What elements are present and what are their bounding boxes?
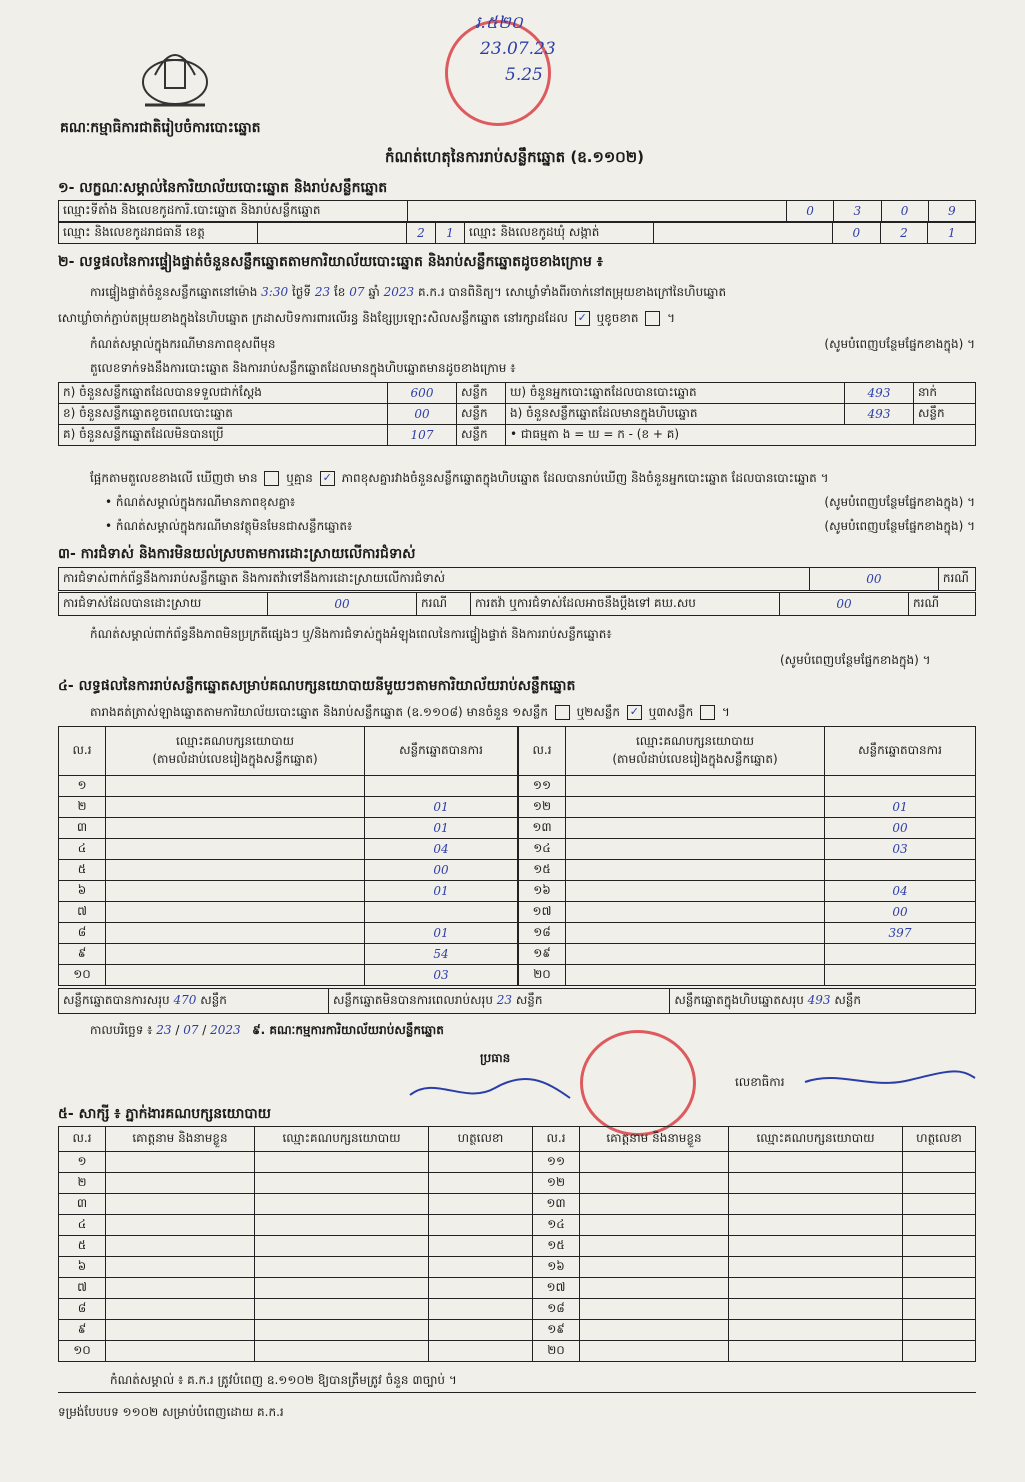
table-row [519, 860, 976, 881]
votes-cell: 00 [825, 902, 976, 923]
party-name-cell [106, 944, 365, 965]
figure-label-e: ង) ចំនួនសន្លឹកឆ្នោតដែលមានក្នុងហិបឆ្នោត [506, 404, 845, 425]
row-number: ៥ [59, 860, 106, 881]
party-name-cell [106, 965, 365, 986]
row-number: ៦ [59, 881, 106, 902]
objection-unit: ករណី [938, 568, 975, 591]
witness-name-cell [580, 1173, 729, 1194]
witness-party-cell [255, 1257, 429, 1278]
emblem-icon [135, 30, 215, 115]
witness-name-cell [580, 1236, 729, 1257]
figures-intro: តួលេខទាក់ទងនឹងការបោះឆ្នោត និងការរាប់សន្លឹកឆ្នោតដែលមានក្នុងហិបឆ្នោតមានដូចខាងក្រោម ៖ [90, 361, 516, 375]
party-name-cell [566, 881, 825, 902]
witness-sign-cell [903, 1173, 976, 1194]
row-number: ២ [59, 797, 106, 818]
footer-note: កំណត់សម្គាល់ ៖ គ.ក.រ ត្រូវបំពេញ ឧ.១១០២ ឱ្យបានត្រឹមត្រូវ ចំនួន ៣ច្បាប់ ។ [110, 1373, 457, 1387]
votes-cell: 01 [365, 818, 518, 839]
witness-row-number: ១៦ [533, 1257, 580, 1278]
province-label: ឈ្មោះ និងលេខកូដរាជធានី ខេត្ត [59, 223, 258, 244]
party-name-cell [566, 923, 825, 944]
witness-row-number: ៣ [59, 1194, 106, 1215]
witness-col-name: គោត្តនាម និងនាមខ្លួន [106, 1127, 255, 1152]
witness-sign-cell [903, 1152, 976, 1173]
witness-party-cell [729, 1341, 903, 1362]
party-name-cell [566, 965, 825, 986]
witness-party-cell [255, 1320, 429, 1341]
footer-divider [58, 1392, 976, 1393]
results-table-left [58, 726, 518, 986]
figure-value-a: 600 [388, 383, 457, 404]
table-row [59, 860, 518, 881]
secretary-signature [800, 1060, 980, 1096]
witness-sign-cell [903, 1299, 976, 1320]
party-name-cell [566, 944, 825, 965]
witness-sign-cell [903, 1215, 976, 1236]
witness-party-cell [255, 1299, 429, 1320]
table-row [59, 1299, 976, 1320]
row-number: ៩ [59, 944, 106, 965]
witness-table [58, 1126, 976, 1362]
figure-label-c: គ) ចំនួនសន្លឹកឆ្នោតដែលមិនបានប្រើ [59, 425, 388, 446]
witness-name-cell [106, 1320, 255, 1341]
section4-title: ៤- លទ្ធផលនៃការរាប់សន្លឹកឆ្នោតសម្រាប់គណបក្សនយោបាយនីមួយៗតាមការិយាល័យរាប់សន្លឹកឆ្នោត [58, 678, 576, 694]
commune-label: ឈ្មោះ និងលេខកូដឃុំ សង្កាត់ [465, 223, 654, 244]
witness-sign-cell [429, 1152, 533, 1173]
col-party: ឈ្មោះគណបក្សនយោបាយ (តាមលំដាប់លេខរៀងក្នុងសន្លឹកឆ្នោត) [106, 727, 365, 776]
verification-year: 2023 [383, 285, 415, 299]
table-row [519, 902, 976, 923]
party-name-cell [566, 776, 825, 797]
votes-cell: 00 [365, 860, 518, 881]
objection-table-row2 [58, 592, 976, 616]
witness-party-cell [729, 1173, 903, 1194]
witness-name-cell [580, 1257, 729, 1278]
total-valid: សន្លឹកឆ្នោតបានការសរុប 470 សន្លឹក [59, 989, 329, 1014]
party-name-cell [106, 839, 365, 860]
table-row [59, 797, 518, 818]
row-number: ១ [59, 776, 106, 797]
table-row [59, 818, 518, 839]
province-code-digit: 1 [436, 223, 465, 244]
figure-value-e: 493 [845, 404, 914, 425]
table-row [519, 776, 976, 797]
witness-sign-cell [429, 1320, 533, 1341]
figure-value-c: 107 [388, 425, 457, 446]
commune-code-digit: 2 [880, 223, 928, 244]
location-code-digit: 0 [787, 201, 834, 222]
witness-row-number: ៨ [59, 1299, 106, 1320]
table-row [59, 1278, 976, 1299]
witness-party-cell [255, 1173, 429, 1194]
ministry-name: គណៈកម្មាធិការជាតិរៀបចំការបោះឆ្នោត [60, 120, 261, 136]
table-row [59, 1341, 976, 1362]
figure-label-d: ឃ) ចំនួនអ្នកបោះឆ្នោតដែលបានបោះឆ្នោត [506, 383, 845, 404]
figure-label-b: ខ) ចំនួនសន្លឹកឆ្នោតខូចពេលបោះឆ្នោត [59, 404, 388, 425]
votes-cell [365, 902, 518, 923]
table-row [519, 923, 976, 944]
witness-name-cell [106, 1278, 255, 1299]
witness-sign-cell [429, 1278, 533, 1299]
witness-row-number: ២០ [533, 1341, 580, 1362]
witness-party-cell [729, 1152, 903, 1173]
row-number: ១៩ [519, 944, 566, 965]
witness-name-cell [580, 1194, 729, 1215]
witness-sign-cell [903, 1278, 976, 1299]
resolved-unit: ករណី [417, 593, 471, 616]
section1-table-row2 [58, 222, 976, 244]
row-number: ១៦ [519, 881, 566, 902]
party-name-cell [106, 881, 365, 902]
difference-note: • កំណត់សម្គាល់ក្នុងករណីមានភាពខុសគ្នា៖ (សូមបំពេញបន្ថែមផ្នែកខាងក្នុង) ។ [105, 495, 975, 509]
witness-sign-cell [429, 1341, 533, 1362]
verification-time: 3:30 [261, 285, 289, 299]
commune-code-digit: 0 [833, 223, 881, 244]
figures-table [58, 382, 976, 446]
figure-unit: នាក់ [914, 383, 976, 404]
votes-cell: 03 [825, 839, 976, 860]
table-row [59, 923, 518, 944]
witness-row-number: ៧ [59, 1278, 106, 1299]
party-name-cell [106, 818, 365, 839]
row-number: ១១ [519, 776, 566, 797]
seal-line: សោឃ្លាំចាក់ភ្ជាប់តម្រុយខាងក្នុងនៃហិបឆ្នោត ក្រដាសបិទការពារលើរន្ធ និងខ្សែប្រឡោះសិលសន្លឹកឆ្នោត នៅរក្សាដដែល ✓ ឬខូចខាត ។ [58, 311, 676, 325]
party-name-cell [106, 860, 365, 881]
total-invalid: សន្លឹកឆ្នោតមិនបានការពេលរាប់សរុប 23 សន្លឹក [328, 989, 669, 1014]
section3-title: ៣- ការជំទាស់ និងការមិនយល់ស្របតាមការដោះស្រាយលើការជំទាស់ [58, 546, 416, 562]
party-name-cell [106, 902, 365, 923]
table-row [59, 1320, 976, 1341]
objection-value: 00 [809, 568, 938, 591]
witness-party-cell [255, 1278, 429, 1299]
party-name-cell [106, 923, 365, 944]
table-row [519, 797, 976, 818]
party-name-cell [566, 860, 825, 881]
witness-row-number: ១០ [59, 1341, 106, 1362]
row-number: ៨ [59, 923, 106, 944]
appeal-value: 00 [780, 593, 909, 616]
verification-day: 23 [314, 285, 331, 299]
votes-cell: 01 [365, 797, 518, 818]
table-row [59, 1236, 976, 1257]
votes-cell: 01 [365, 923, 518, 944]
table-row [59, 776, 518, 797]
witness-party-cell [255, 1215, 429, 1236]
objection-table [58, 567, 976, 591]
row-number: ៤ [59, 839, 106, 860]
checkbox-has-difference[interactable] [264, 471, 279, 486]
diff-note-line: កំណត់សម្គាល់ក្នុងករណីមានភាពខុសពីមុន (សូមបំពេញបន្ថែមផ្នែកខាងក្នុង) ។ [90, 337, 975, 351]
location-code-digit: 9 [928, 201, 975, 222]
verification-month: 07 [349, 285, 365, 299]
witness-name-cell [580, 1341, 729, 1362]
table-row [519, 839, 976, 860]
figure-unit: សន្លឹក [457, 383, 506, 404]
table-row [519, 881, 976, 902]
section2-title: ២- លទ្ធផលនៃការផ្ទៀងផ្ទាត់ចំនួនសន្លឹកឆ្នោតតាមការិយាល័យបោះឆ្នោត និងរាប់សន្លឹកឆ្នោតដូចខាងក្រោម ៖ [58, 254, 603, 270]
witness-sign-cell [429, 1299, 533, 1320]
secretary-label: លេខាធិការ [735, 1075, 785, 1089]
witness-sign-cell [903, 1194, 976, 1215]
party-name-cell [566, 818, 825, 839]
witness-party-cell [729, 1299, 903, 1320]
witness-name-cell [106, 1341, 255, 1362]
checkbox-three-sheets[interactable] [700, 705, 715, 720]
table-row [59, 944, 518, 965]
table-row [519, 818, 976, 839]
verification-line: ការផ្ទៀងផ្ទាត់ចំនួនសន្លឹកឆ្នោតនៅម៉ោង 3:30 ថ្ងៃទី 23 ខែ 07 ឆ្នាំ 2023 គ.ក.រ បានពិនិត្យ។ សោឃ្លាំទាំងពីរចាក់នៅតម្រុយខាងក្រៅនៃហិបឆ្នោត [90, 285, 727, 299]
witness-name-cell [106, 1152, 255, 1173]
committee-stamp [580, 1030, 696, 1136]
witness-name-cell [580, 1299, 729, 1320]
table-row [59, 902, 518, 923]
witness-name-cell [106, 1194, 255, 1215]
votes-cell: 01 [365, 881, 518, 902]
witness-name-cell [106, 1236, 255, 1257]
totals-table [58, 988, 976, 1014]
votes-cell [365, 776, 518, 797]
witness-sign-cell [903, 1341, 976, 1362]
witness-row-number: ១៣ [533, 1194, 580, 1215]
section1-table [58, 200, 976, 222]
figure-unit: សន្លឹក [914, 404, 976, 425]
votes-cell: 397 [825, 923, 976, 944]
checkbox-damaged[interactable] [645, 311, 660, 326]
table-row [59, 1257, 976, 1278]
location-code-digit: 3 [834, 201, 881, 222]
section1-title: ១- លក្ខណៈសម្គាល់នៃការិយាល័យបោះឆ្នោត និងរាប់សន្លឹកឆ្នោត [58, 180, 388, 196]
row-number: ៧ [59, 902, 106, 923]
col-party: ឈ្មោះគណបក្សនយោបាយ (តាមលំដាប់លេខរៀងក្នុងសន្លឹកឆ្នោត) [566, 727, 825, 776]
witness-name-cell [106, 1173, 255, 1194]
witness-col-party: ឈ្មោះគណបក្សនយោបាយ [729, 1127, 903, 1152]
votes-cell: 04 [825, 881, 976, 902]
witness-row-number: ១ [59, 1152, 106, 1173]
results-table-right [518, 726, 976, 986]
row-number: ១០ [59, 965, 106, 986]
votes-cell [825, 944, 976, 965]
formula-note: • ជាធម្មតា ង = ឃ = ក - (ខ + គ) [506, 425, 976, 446]
row-number: ២០ [519, 965, 566, 986]
witness-sign-cell [429, 1194, 533, 1215]
chair-label: ប្រធាន [480, 1051, 511, 1065]
witness-name-cell [580, 1320, 729, 1341]
table-row [59, 1215, 976, 1236]
witness-sign-cell [429, 1215, 533, 1236]
witness-row-number: ២ [59, 1173, 106, 1194]
commune-code-digit: 1 [928, 223, 976, 244]
row-number: ១៧ [519, 902, 566, 923]
table-row [59, 881, 518, 902]
party-name-cell [566, 902, 825, 923]
table-row [59, 1152, 976, 1173]
checkbox-intact[interactable]: ✓ [575, 311, 590, 326]
row-number: ១៥ [519, 860, 566, 881]
witness-party-cell [729, 1320, 903, 1341]
votes-cell [825, 776, 976, 797]
table-row [59, 839, 518, 860]
witness-party-cell [729, 1194, 903, 1215]
witness-party-cell [255, 1341, 429, 1362]
appeal-label: ការតវ៉ា ឬការជំទាស់ដែលអាចនឹងប្តឹងទៅ គឃ.សប [471, 593, 780, 616]
col-no: ល.រ [59, 727, 106, 776]
witness-party-cell [255, 1152, 429, 1173]
province-code-digit: 2 [407, 223, 436, 244]
witness-row-number: ១៧ [533, 1278, 580, 1299]
witness-sign-cell [903, 1236, 976, 1257]
party-name-cell [106, 797, 365, 818]
witness-name-cell [580, 1215, 729, 1236]
form-title: កំណត់ហេតុនៃការរាប់សន្លឹកឆ្នោត (ឧ.១១០២) [385, 148, 645, 166]
witness-name-cell [106, 1257, 255, 1278]
witness-party-cell [729, 1278, 903, 1299]
table-row [59, 965, 518, 986]
compare-line: ផ្អែកតាមតួលេខខាងលើ ឃើញថា មាន ឬគ្មាន ✓ ភាពខុសគ្នារវាងចំនួនសន្លឹកឆ្នោតក្នុងហិបឆ្នោត ដែលបានរាប់ឃើញ និងចំនួនអ្នកបោះឆ្នោត ដែលបានបោះឆ្នោត ។ [90, 471, 829, 485]
section5-title: ៥- សាក្សី ៖ ភ្នាក់ងារគណបក្សនយោបាយ [58, 1106, 272, 1122]
witness-name-cell [106, 1299, 255, 1320]
figure-unit: សន្លឹក [457, 425, 506, 446]
witness-sign-cell [903, 1320, 976, 1341]
witness-row-number: ១៤ [533, 1215, 580, 1236]
witness-name-cell [580, 1278, 729, 1299]
votes-cell [825, 965, 976, 986]
witness-row-number: ១៨ [533, 1299, 580, 1320]
witness-row-number: ៦ [59, 1257, 106, 1278]
witness-col-sign: ហត្ថលេខា [903, 1127, 976, 1152]
party-name-cell [106, 776, 365, 797]
total-in-box: សន្លឹកឆ្នោតក្នុងហិបឆ្នោតសរុប 493 សន្លឹក [670, 989, 976, 1014]
location-code-digit: 0 [881, 201, 928, 222]
witness-row-number: ៥ [59, 1236, 106, 1257]
table-row [59, 1173, 976, 1194]
witness-col-name: គោត្តនាម និងនាមខ្លួន [580, 1127, 729, 1152]
checkbox-no-difference[interactable]: ✓ [320, 471, 335, 486]
votes-cell [825, 860, 976, 881]
witness-party-cell [729, 1236, 903, 1257]
chair-signature [405, 1070, 575, 1110]
witness-row-number: ១៥ [533, 1236, 580, 1257]
witness-party-cell [729, 1257, 903, 1278]
witness-party-cell [255, 1194, 429, 1215]
votes-cell: 04 [365, 839, 518, 860]
col-votes: សន្លឹកឆ្នោតបានការ [825, 727, 976, 776]
votes-cell: 54 [365, 944, 518, 965]
location-label: ឈ្មោះទីតាំង និងលេខកូដការិ.បោះឆ្នោត និងរាប់សន្លឹកឆ្នោត [59, 201, 408, 222]
witness-party-cell [255, 1236, 429, 1257]
table-row [519, 944, 976, 965]
stamp-handwriting: រ.៥២០ 23.07.23 5.25 [475, 13, 556, 85]
location-value [408, 201, 787, 222]
witness-col-no: ល.រ [533, 1127, 580, 1152]
row-number: ១៨ [519, 923, 566, 944]
tally-sheet-line: តារាងគត់ត្រាស់ឡាងឆ្នោតតាមការិយាល័យបោះឆ្នោត និងរាប់សន្លឹកឆ្នោត (ឧ.១១០៨) មានចំនួន ១សន្លឹក ឬ២សន្លឹក ✓ ឬ៣សន្លឹក ។ [90, 705, 730, 719]
witness-row-number: ៩ [59, 1320, 106, 1341]
witness-row-number: ១២ [533, 1173, 580, 1194]
party-name-cell [566, 797, 825, 818]
witness-col-party: ឈ្មោះគណបក្សនយោបាយ [255, 1127, 429, 1152]
footer-code: ទម្រង់បែបបទ ១១០២ សម្រាប់បំពេញដោយ គ.ក.រ [58, 1405, 284, 1419]
objection-label: ការជំទាស់ពាក់ព័ន្ធនឹងការរាប់សន្លឹកឆ្នោត និងការតវ៉ាទៅនឹងការដោះស្រាយលើការជំទាស់ [59, 568, 810, 591]
table-row [59, 1194, 976, 1215]
row-number: ១៤ [519, 839, 566, 860]
witness-col-no: ល.រ [59, 1127, 106, 1152]
witness-sign-cell [903, 1257, 976, 1278]
votes-cell: 00 [825, 818, 976, 839]
col-no: ល.រ [519, 727, 566, 776]
irregularity-note-end: (សូមបំពេញបន្ថែមផ្នែកខាងក្នុង) ។ [780, 653, 931, 667]
col-votes: សន្លឹកឆ្នោតបានការ [365, 727, 518, 776]
party-name-cell [566, 839, 825, 860]
witness-sign-cell [429, 1173, 533, 1194]
witness-name-cell [580, 1152, 729, 1173]
row-number: ៣ [59, 818, 106, 839]
appeal-unit: ករណី [909, 593, 976, 616]
witness-row-number: ១១ [533, 1152, 580, 1173]
figure-unit: សន្លឹក [457, 404, 506, 425]
votes-cell: 01 [825, 797, 976, 818]
witness-sign-cell [429, 1257, 533, 1278]
sign-date-line: កាលបរិច្ឆេទ ៖ 23 / 07 / 2023 ៩. គណៈកម្មការការិយាល័យរាប់សន្លឹកឆ្នោត [90, 1023, 444, 1037]
commune-value [654, 223, 833, 244]
witness-col-sign: ហត្ថលេខា [429, 1127, 533, 1152]
table-row [519, 965, 976, 986]
resolved-value: 00 [268, 593, 417, 616]
witness-row-number: ១៩ [533, 1320, 580, 1341]
checkbox-one-sheet[interactable] [555, 705, 570, 720]
checkbox-two-sheets[interactable]: ✓ [627, 705, 642, 720]
witness-row-number: ៤ [59, 1215, 106, 1236]
foreign-object-note: • កំណត់សម្គាល់ក្នុងករណីមានវត្ថុមិនមែនជាសន្លឹកឆ្នោត៖ (សូមបំពេញបន្ថែមផ្នែកខាងក្នុង) ។ [105, 519, 975, 533]
row-number: ១៣ [519, 818, 566, 839]
row-number: ១២ [519, 797, 566, 818]
irregularity-note: កំណត់សម្គាល់ពាក់ព័ន្ធនឹងភាពមិនប្រក្រតីផ្សេងៗ ឬ/និងការជំទាស់ក្នុងអំឡុងពេលនៃការផ្ទៀងផ្ទាត់ និងការរាប់សន្លឹកឆ្នោត៖ [90, 627, 612, 641]
votes-cell: 03 [365, 965, 518, 986]
witness-sign-cell [429, 1236, 533, 1257]
witness-party-cell [729, 1215, 903, 1236]
figure-value-b: 00 [388, 404, 457, 425]
figure-label-a: ក) ចំនួនសន្លឹកឆ្នោតដែលបានទទួលជាក់ស្តែង [59, 383, 388, 404]
resolved-label: ការជំទាស់ដែលបានដោះស្រាយ [59, 593, 268, 616]
witness-name-cell [106, 1215, 255, 1236]
province-value [258, 223, 407, 244]
figure-value-d: 493 [845, 383, 914, 404]
